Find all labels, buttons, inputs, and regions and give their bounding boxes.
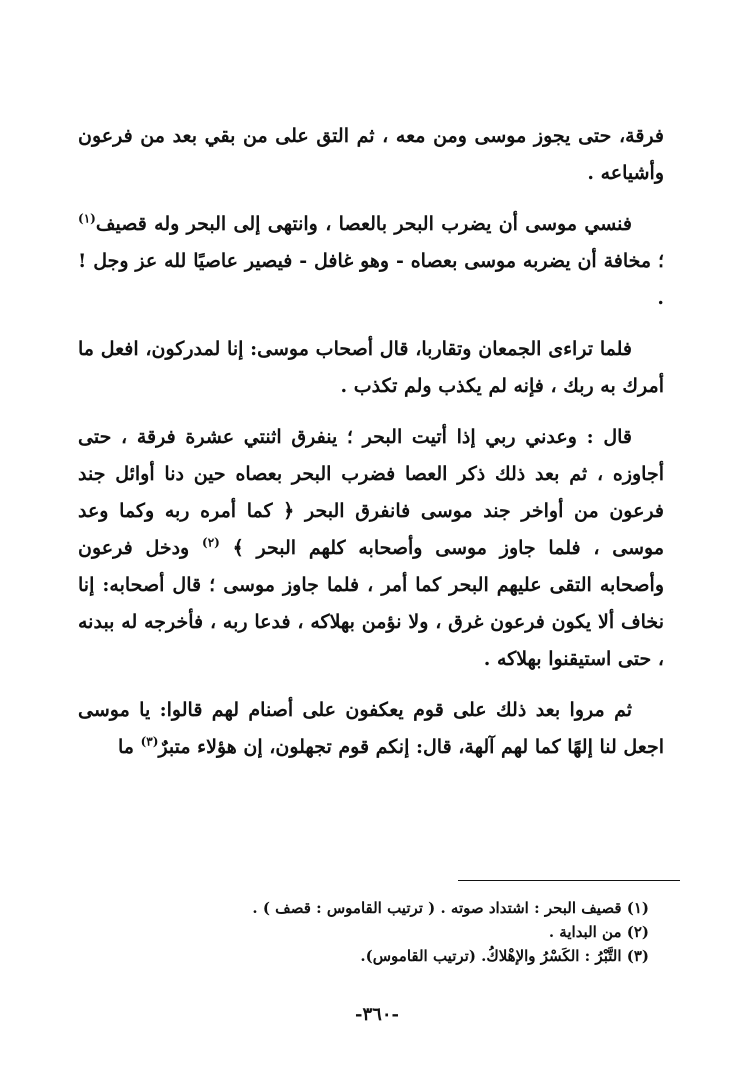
footnote-divider [458, 880, 680, 881]
paragraph-3 [78, 331, 664, 405]
paragraph-5 [78, 692, 664, 766]
main-text [78, 118, 664, 766]
paragraph-4 [78, 419, 664, 678]
footnote-2: (٢) من البداية . [548, 923, 649, 941]
paragraph-2 [78, 206, 664, 317]
page-number: -٣٦٠- [355, 1004, 399, 1025]
paragraph-text: ما [118, 736, 141, 758]
paragraph-text: ثم مروا بعد ذلك على قوم يعكفون على أصنام لهم قالوا: يا موسى اجعل لنا إلهًا كما لهم آلهة، قال: إنكم قوم تجهلون، إن هؤلاء متبرٌ [78, 699, 664, 758]
footnote-1: (١) قصيف البحر : اشتداد صوته . ( ترتيب القاموس : قصف ) . [252, 899, 649, 917]
paragraph-text: ودخل فرعون وأصحابه التقى عليهم البحر كما أمر ، فلما جاوز موسى ؛ قال أصحابه: إنا نخاف ألا يكون فرعون غرق ، ولا نؤمن بهلاكه ، فدعا ربه ، فأخرجه له ببدنه ، حتى استيقنوا بهلاكه . [78, 537, 664, 670]
paragraph-text: فرقة، حتى يجوز موسى ومن معه ، ثم التق على من بقي بعد من فرعون وأشياعه . [78, 125, 664, 184]
footnote-3: (٣) التَّبْرُ : الكَسْرُ والإهْلاكُ. (ترتيب القاموس). [360, 947, 649, 965]
footnote-ref-1: (١) [78, 211, 96, 226]
paragraph-text: فنسي موسى أن يضرب البحر بالعصا ، وانتهى إلى البحر وله قصيف [95, 213, 632, 235]
footnote-ref-3: (٣) [140, 734, 159, 749]
footnotes [200, 896, 649, 968]
paragraph-1 [78, 118, 664, 192]
footnote-ref-2: (٢) [202, 535, 220, 550]
paragraph-text: ؛ مخافة أن يضربه موسى بعصاه - وهو غافل - فيصير عاصيًا لله عز وجل ! . [78, 250, 664, 309]
paragraph-text: فلما تراءى الجمعان وتقاربا، قال أصحاب موسى: إنا لمدركون، افعل ما أمرك به ربك ، فإنه لم يكذب ولم تكذب . [78, 338, 664, 397]
paragraph-text: قال : وعدني ربي إذا أتيت البحر ؛ ينفرق اثنتي عشرة فرقة ، حتى أجاوزه ، ثم بعد ذلك ذكر العصا فضرب البحر بعصاه حين دنا أوائل جند فرعون من أواخر جند موسى فانفرق البحر ﴿ كما أمره ربه وكما وعد موسى ، فلما جاوز موسى وأصحابه كلهم البحر ﴾ [78, 426, 665, 559]
